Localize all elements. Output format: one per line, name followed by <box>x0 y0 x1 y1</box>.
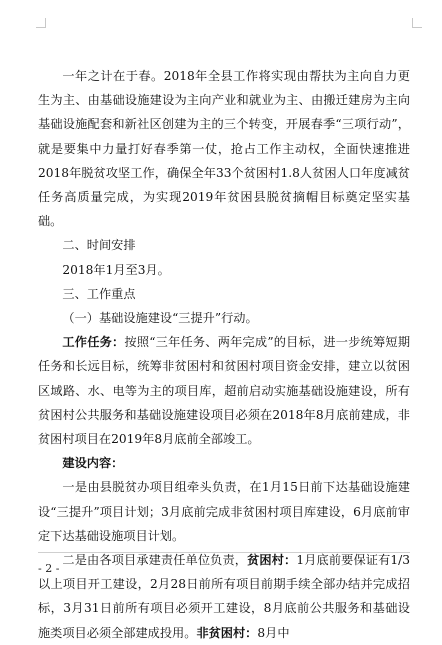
page-number: - 2 - <box>38 562 60 575</box>
task-paragraph <box>38 330 410 451</box>
task-label: 工作任务： <box>62 335 125 350</box>
item-two-non-poor-text: 8月中 <box>257 625 290 640</box>
section-heading-focus: 三、工作重点 <box>62 286 136 301</box>
poor-village-label: 贫困村： <box>247 553 297 568</box>
item-two-lead: 二是由各项目承建责任单位负责， <box>62 553 248 568</box>
item-two-poor-text: 1月底前要保证有1/3以上项目开工建设，2月28日前所有项目前期手续全部办结并完成招标，3月31日前所有项目必须开工建设，8月底前公共服务和基础设施类项目必须全部建成投用。 <box>38 553 411 640</box>
footer-divider <box>38 552 410 553</box>
document-body <box>38 64 410 645</box>
time-schedule-text: 2018年1月至3月。 <box>62 262 170 277</box>
crop-mark-top-left <box>36 18 46 28</box>
subsection-heading-infrastructure: （一）基础设施建设“三提升”行动。 <box>62 311 258 326</box>
non-poor-village-label: 非贫困村： <box>196 625 258 640</box>
crop-mark-top-right <box>412 18 422 28</box>
item-two-paragraph <box>38 548 410 645</box>
content-label: 建设内容： <box>62 456 124 471</box>
task-body: 按照“三年任务、两年完成”的目标，进一步统筹短期任务和长远目标，统筹非贫困村和贫困村项目资金安排，建立以贫困区域路、水、电等为主的项目库，超前启动实施基础设施建设，所有贫困村公共服务和基础设施建设项目必须在2018年8月底前建成，非贫困村项目在2019年8月底前全部竣工。 <box>38 335 411 447</box>
intro-paragraph: 一年之计在于春。2018年全县工作将实现由帮扶为主向自力更生为主、由基础设施建设为主向产业和就业为主、由搬迁建房为主向基础设施配套和新社区创建为主的三个转变，开展春季“三项行动”，就是要集中力量打好春季第一仗，抢占工作主动权，全面快速推进2018年脱贫攻坚工作，确保全年33个贫困村1.8人贫困人口年度减贫任务高质量完成，为实现2019年贫困县脱贫摘帽目标奠定坚实基础。 <box>38 69 410 229</box>
section-heading-time: 二、时间安排 <box>62 238 136 253</box>
item-one-paragraph: 一是由县脱贫办项目组牵头负责，在1月15日前下达基础设施建设“三提升”项目计划；3月底前完成非贫困村项目库建设，6月底前审定下达基础设施项目计划。 <box>38 480 410 543</box>
